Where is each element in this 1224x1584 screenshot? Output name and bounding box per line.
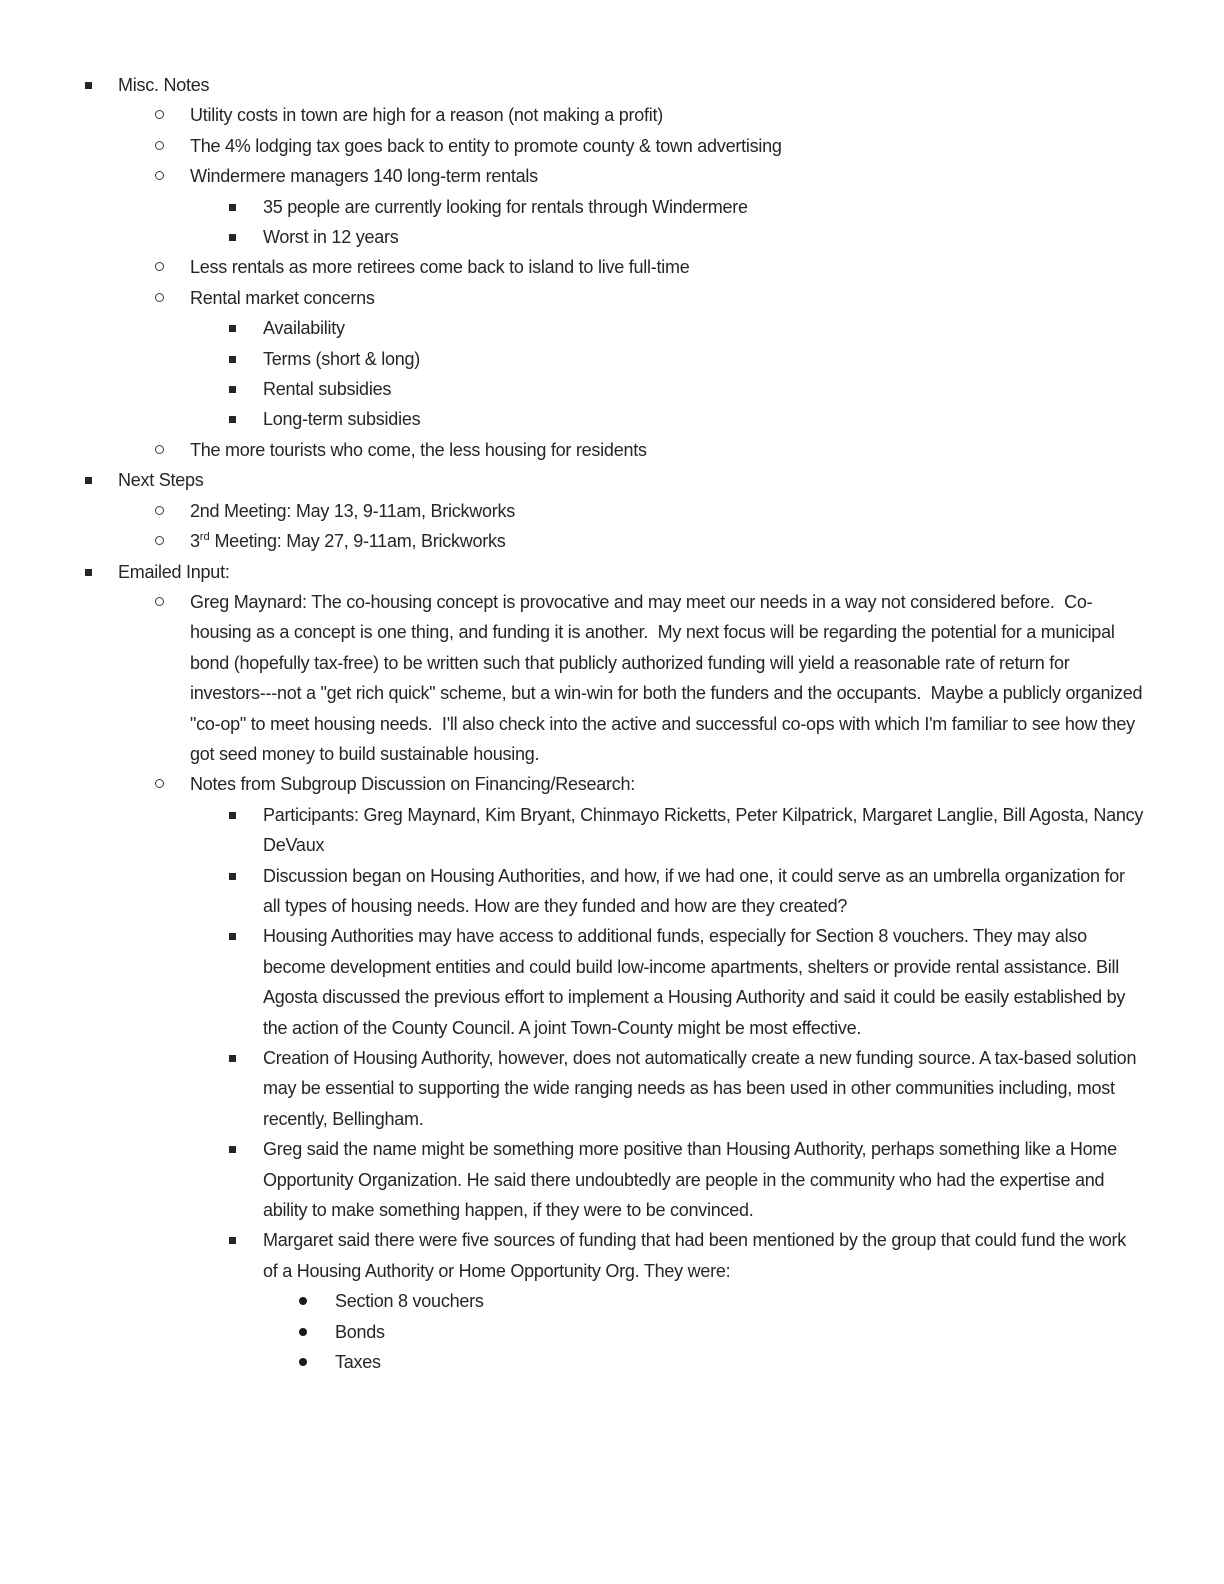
list-item [0, 192, 1224, 222]
bullet-circle-icon [155, 110, 164, 119]
ordinal-superscript: rd [199, 531, 210, 544]
list-item [0, 557, 1224, 587]
bullet-square-icon [85, 82, 92, 89]
bullet-circle-icon [155, 597, 164, 606]
list-item [0, 283, 1224, 313]
list-item [0, 404, 1224, 434]
list-item-text: Long-term subsidies [263, 409, 421, 430]
bullet-disc-icon [299, 1328, 307, 1336]
list-item [0, 526, 1224, 556]
list-item [0, 161, 1224, 191]
list-item-text [190, 531, 505, 551]
list-item [0, 344, 1224, 374]
list-item-text: Section 8 vouchers [335, 1291, 484, 1312]
list-item-text: Windermere managers 140 long-term rentals [190, 166, 538, 187]
list-item-text: The 4% lodging tax goes back to entity to promote county & town advertising [190, 135, 782, 156]
list-item-text-part: 3 [190, 531, 200, 552]
list-item [0, 769, 1224, 799]
list-item [0, 100, 1224, 130]
bullet-square-icon [229, 812, 236, 819]
list-item [0, 131, 1224, 161]
list-item-text: 35 people are currently looking for rentals through Windermere [263, 196, 748, 217]
bullet-circle-icon [155, 445, 164, 454]
bullet-circle-icon [155, 506, 164, 515]
list-item [0, 921, 1224, 1043]
bullet-square-icon [229, 1055, 236, 1062]
list-item-text: Notes from Subgroup Discussion on Financing/Research: [190, 774, 635, 795]
bullet-circle-icon [155, 141, 164, 150]
list-item-text: Discussion began on Housing Authorities, and how, if we had one, it could serve as an umbrella organization for all types of housing needs. How are they funded and how are they created? [263, 865, 1130, 916]
list-item [0, 1134, 1224, 1225]
list-item [0, 861, 1224, 922]
list-item-text: Less rentals as more retirees come back to island to live full-time [190, 257, 690, 278]
list-item [0, 1225, 1224, 1286]
bullet-square-icon [229, 1237, 236, 1244]
list-item-text: Greg said the name might be something more positive than Housing Authority, perhaps something like a Home Opportunity Organization. He said there undoubtedly are people in the community who had the expertise and ability to make something happen, if they were to be convinced. [263, 1139, 1122, 1221]
bullet-square-icon [229, 873, 236, 880]
bullet-circle-icon [155, 779, 164, 788]
list-item-text: Greg Maynard: The co-housing concept is provocative and may meet our needs in a way not considered before. Co-housing as a concept is one thing, and funding it is another. My next focus will be regarding the potential for a municipal bond (hopefully tax-free) to be written such that publicly authorized funding will yield a reasonable rate of return for investors---not a "get rich quick" scheme, but a win-win for both the funders and the occupants. Maybe a publicly organized "co-op" to meet housing needs. I'll also check into the active and successful co-ops with which I'm familiar to see how they got seed money to build sustainable housing. [190, 591, 1148, 764]
list-item [0, 465, 1224, 495]
list-item [0, 222, 1224, 252]
list-item [0, 587, 1224, 769]
bullet-square-icon [229, 1146, 236, 1153]
bullet-square-icon [229, 386, 236, 393]
bullet-disc-icon [299, 1297, 307, 1305]
bullet-square-icon [229, 416, 236, 423]
list-item-text: Creation of Housing Authority, however, does not automatically create a new funding source. A tax-based solution may be essential to supporting the wide ranging needs as has been used in other communities including, most recently, Bellingham. [263, 1048, 1141, 1129]
list-item [0, 496, 1224, 526]
list-item [0, 252, 1224, 282]
list-item-text: Rental subsidies [263, 379, 392, 400]
bullet-circle-icon [155, 262, 164, 271]
list-item-text: 2nd Meeting: May 13, 9-11am, Brickworks [190, 500, 516, 521]
list-item [0, 70, 1224, 100]
bullet-circle-icon [155, 536, 164, 545]
list-item [0, 1347, 1224, 1377]
bullet-circle-icon [155, 171, 164, 180]
list-item-text: Taxes [335, 1352, 381, 1373]
list-item-text: The more tourists who come, the less housing for residents [190, 439, 647, 460]
list-item-text: Emailed Input: [118, 561, 230, 582]
list-item [0, 313, 1224, 343]
list-item [0, 1043, 1224, 1134]
list-item-text: Worst in 12 years [263, 227, 399, 248]
list-item-text: Rental market concerns [190, 287, 375, 308]
list-item [0, 1286, 1224, 1316]
bullet-disc-icon [299, 1358, 307, 1366]
list-item [0, 800, 1224, 861]
list-item [0, 1317, 1224, 1347]
list-item-text: Next Steps [118, 470, 204, 491]
list-item-text: Utility costs in town are high for a reason (not making a profit) [190, 105, 663, 126]
list-item-text: Housing Authorities may have access to additional funds, especially for Section 8 vouchers. They may also become development entities and could build low-income apartments, shelters or provide rental assistance. Bill Agosta discussed the previous effort to implement a Housing Authority and said it could be easily established by the action of the County Council. A joint Town-County might be most effective. [263, 926, 1130, 1038]
list-item-text: Participants: Greg Maynard, Kim Bryant, Chinmayo Ricketts, Peter Kilpatrick, Margaret Langlie, Bill Agosta, Nancy DeVaux [263, 804, 1148, 856]
list-item-text-part: Meeting: May 27, 9-11am, Brickworks [209, 531, 506, 552]
bullet-circle-icon [155, 293, 164, 302]
bullet-square-icon [229, 356, 236, 363]
bullet-square-icon [229, 204, 236, 211]
list-item-text: Availability [263, 318, 345, 339]
list-item-text: Bonds [335, 1321, 385, 1342]
list-item [0, 435, 1224, 465]
list-item-text: Misc. Notes [118, 75, 210, 95]
bullet-square-icon [229, 234, 236, 241]
bullet-square-icon [85, 477, 92, 484]
list-item-text: Terms (short & long) [263, 348, 421, 369]
bullet-square-icon [85, 569, 92, 576]
list-item-text: Margaret said there were five sources of funding that had been mentioned by the group that could fund the work of a Housing Authority or Home Opportunity Org. They were: [263, 1230, 1131, 1281]
bullet-square-icon [229, 933, 236, 940]
list-item [0, 374, 1224, 404]
bullet-square-icon [229, 325, 236, 332]
